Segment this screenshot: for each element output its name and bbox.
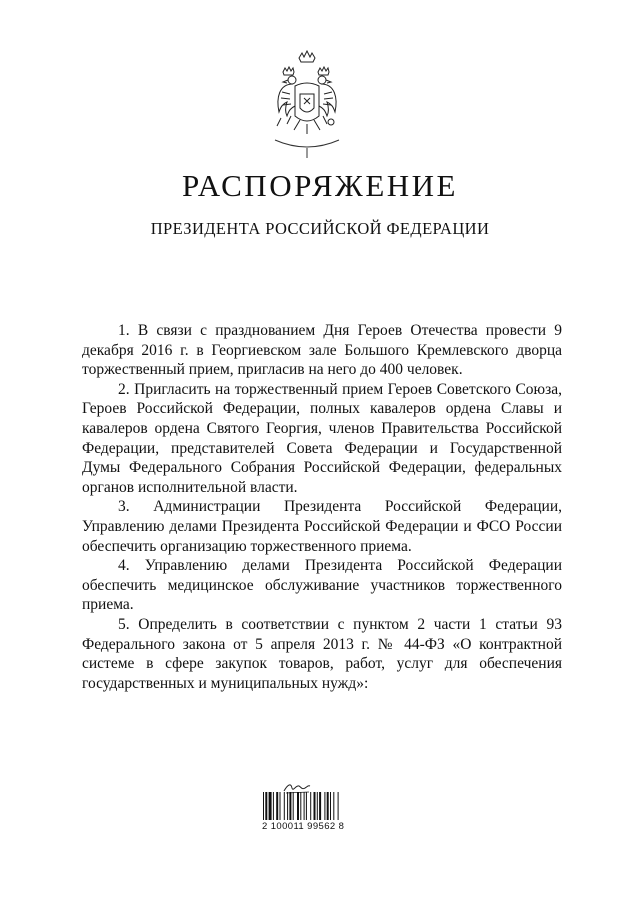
paragraph-3: 3. Администрации Президента Российской Федерации, Управлению делами Президента Российской Федерации и ФСО России обеспечить организацию торжественного приема.	[82, 498, 562, 555]
barcode-icon	[262, 792, 367, 820]
document-subtitle: ПРЕЗИДЕНТА РОССИЙСКОЙ ФЕДЕРАЦИИ	[150, 219, 490, 238]
paragraph-5: 5. Определить в соответствии с пунктом 2 части 1 статьи 93 Федерального закона от 5 апреля 2013 г. № 44-ФЗ «О контрактной системе в сфере закупок товаров, работ, услуг для обеспечения государственных и муниципальных нужд»:	[82, 615, 562, 692]
barcode-block	[262, 780, 372, 840]
document-title: РАСПОРЯЖЕНИЕ	[182, 168, 458, 203]
paragraph-1: 1. В связи с празднованием Дня Героев Отечества провести 9 декабря 2016 г. в Георгиевском зале Большого Кремлевского дворца торжественный прием, пригласив на него до 400 человек.	[82, 322, 562, 379]
barcode-number: 2 100011 99562 8	[262, 821, 345, 832]
russian-double-headed-eagle-icon	[273, 50, 341, 158]
paragraph-4: 4. Управлению делами Президента Российской Федерации обеспечить медицинское обслуживание участников торжественного приема.	[82, 557, 562, 614]
paragraph-2: 2. Пригласить на торжественный прием Героев Советского Союза, Героев Российской Федерации, полных кавалеров ордена Славы и кавалеров ордена Святого Георгия, членов Правительства Российской Федерации, представителей Совета Федерации и Государственной Думы Федерального Собрания Российской Федерации, федеральных органов исполнительной власти.	[82, 380, 562, 496]
document-body	[82, 321, 562, 693]
